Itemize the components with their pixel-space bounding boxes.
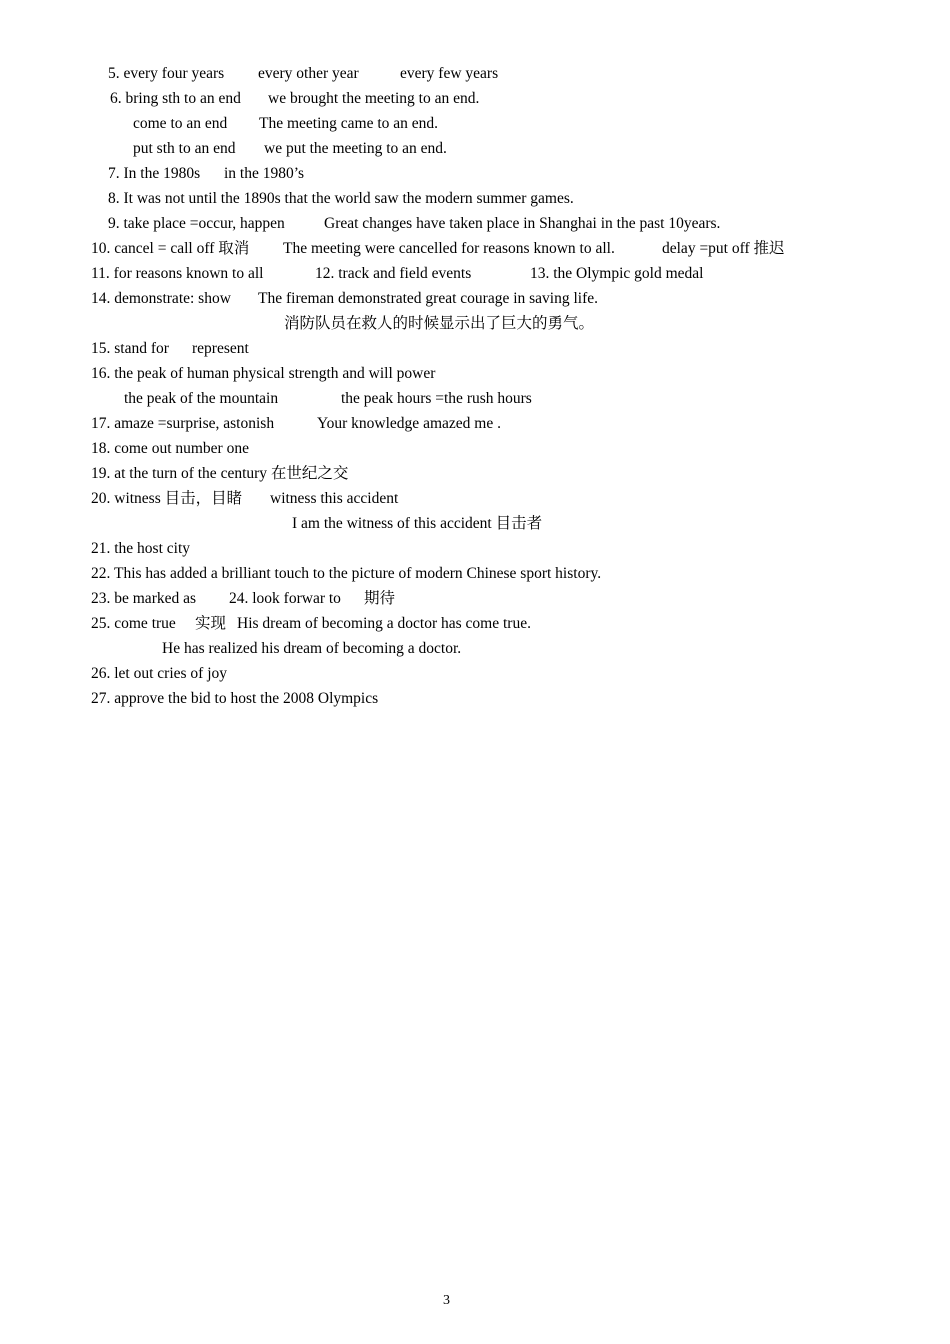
text-segment: the peak hours =the rush hours — [341, 390, 532, 407]
text-segment: represent — [192, 340, 249, 357]
text-segment: 7. In the 1980s — [108, 165, 201, 182]
text-segment: His dream of becoming a doctor has come true. — [237, 615, 531, 632]
text-segment: 11. for reasons known to all — [91, 265, 264, 282]
text-segment: 25. come true — [91, 615, 176, 632]
text-segment: 实现 — [195, 615, 227, 632]
text-segment: The meeting came to an end. — [259, 115, 439, 132]
text-segment: 12. track and field events — [315, 265, 472, 282]
text-segment: every few years — [400, 65, 499, 82]
text-segment: we brought the meeting to an end. — [268, 90, 480, 107]
text-segment: 10. cancel = call off 取消 — [91, 240, 250, 257]
text-segment: in the 1980’s — [224, 165, 305, 182]
text-segment: Great changes have taken place in Shanghai in the past 10years. — [324, 215, 721, 232]
text-segment: 27. approve the bid to host the 2008 Olympics — [91, 690, 379, 707]
text-segment: 9. take place =occur, happen — [108, 215, 285, 232]
text-segment: The fireman demonstrated great courage in saving life. — [258, 290, 599, 307]
text-segment: He has realized his dream of becoming a doctor. — [162, 640, 462, 657]
text-segment: 22. This has added a brilliant touch to the picture of modern Chinese sport history. — [91, 565, 602, 582]
text-segment: 23. be marked as — [91, 590, 197, 607]
text-segment: we put the meeting to an end. — [264, 140, 447, 157]
text-segment: 14. demonstrate: show — [91, 290, 231, 307]
text-segment: Your knowledge amazed me . — [317, 415, 501, 432]
text-segment: 16. the peak of human physical strength and will power — [91, 365, 436, 382]
text-segment: 期待 — [364, 590, 396, 607]
text-segment: 6. bring sth to an end — [110, 90, 241, 107]
text-segment: put sth to an end — [133, 140, 236, 157]
text-segment: witness this accident — [270, 490, 399, 507]
text-segment: 26. let out cries of joy — [91, 665, 228, 682]
text-segment: The meeting were cancelled for reasons known to all. — [283, 240, 615, 257]
text-segment: every other year — [258, 65, 359, 82]
text-segment: 消防队员在救人的时候显示出了巨大的勇气。 — [284, 315, 595, 332]
text-segment: 17. amaze =surprise, astonish — [91, 415, 275, 432]
text-segment: I am the witness of this accident 目击者 — [292, 515, 543, 532]
text-segment: delay =put off 推迟 — [662, 240, 785, 257]
page-number: 3 — [443, 1293, 450, 1308]
text-segment: the peak of the mountain — [124, 390, 279, 407]
text-segment: 19. at the turn of the century 在世纪之交 — [91, 465, 349, 482]
text-segment: 15. stand for — [91, 340, 169, 357]
text-segment: 5. every four years — [108, 65, 225, 82]
text-segment: 24. look forwar to — [229, 590, 341, 607]
text-segment: come to an end — [133, 115, 228, 132]
text-segment: 8. It was not until the 1890s that the world saw the modern summer games. — [108, 190, 574, 207]
text-segment: 21. the host city — [91, 540, 191, 557]
text-segment: 18. come out number one — [91, 440, 249, 457]
text-segment: 20. witness 目击，目睹 — [91, 490, 243, 507]
text-segment: 13. the Olympic gold medal — [530, 265, 704, 282]
